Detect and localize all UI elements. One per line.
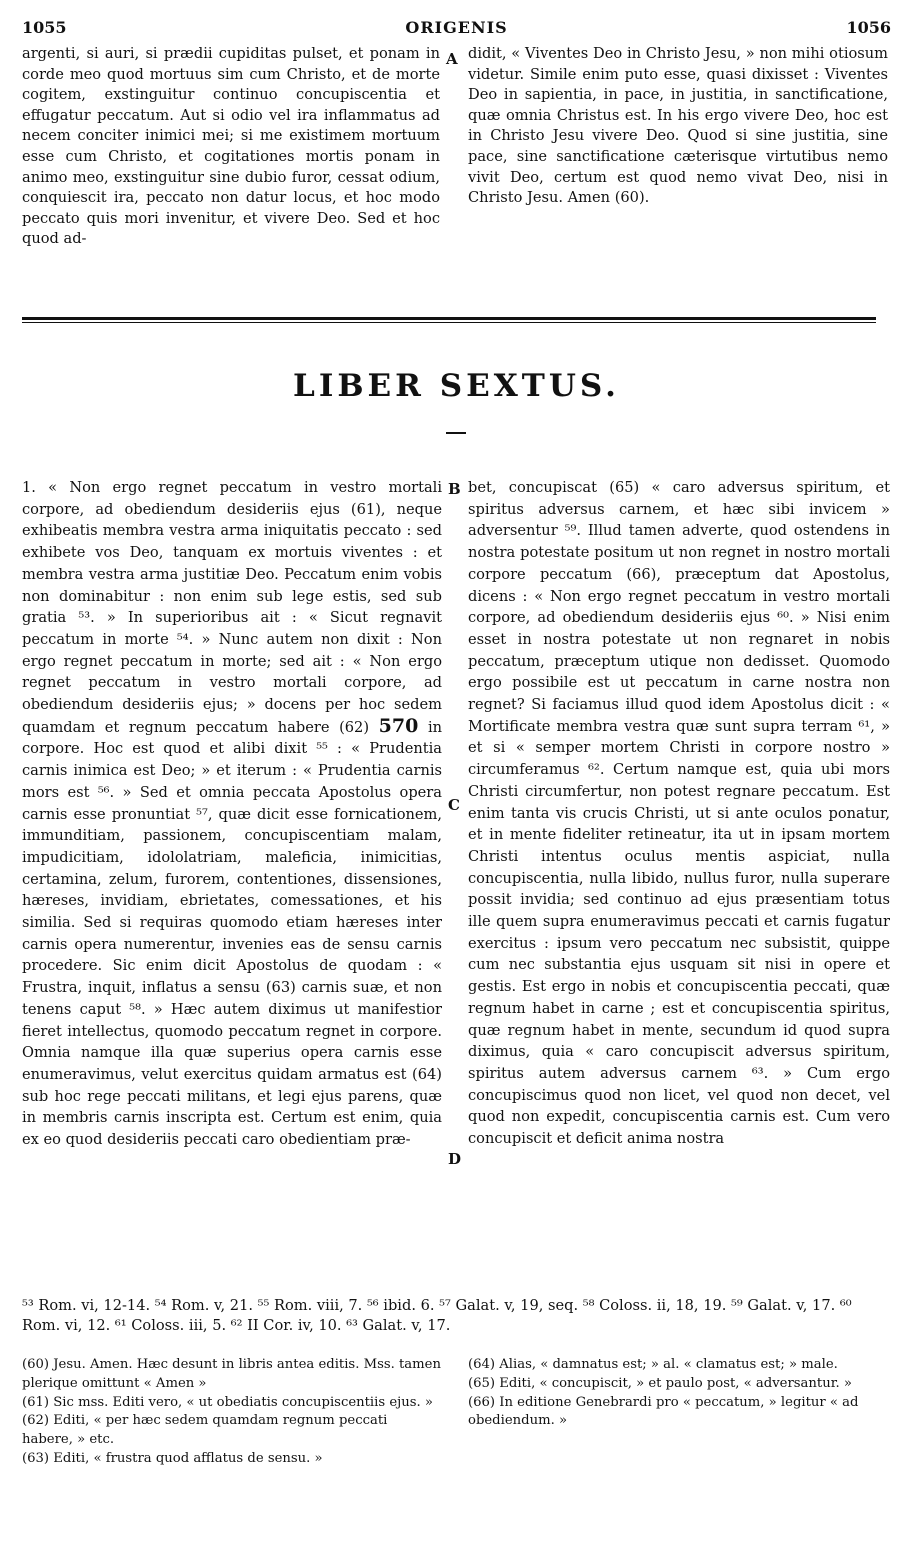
page-marker: 570 bbox=[378, 714, 419, 737]
right-page-number: 1056 bbox=[846, 18, 891, 37]
top-right-column bbox=[468, 44, 888, 209]
section-rule-thin bbox=[22, 322, 876, 323]
margin-marker-d: D bbox=[448, 1150, 462, 1168]
bottom-left-text bbox=[22, 477, 442, 1151]
section-rule bbox=[22, 317, 876, 320]
footnote: (63) Editi, « frustra quod afflatus de sensu. » bbox=[22, 1450, 323, 1466]
bottom-left-text-b: in corpore. Hoc est quod et alibi dixit ⁵⁵ : « Prudentia carnis inimica est Deo; » et iterum : « Prudentia carnis mors est ⁵⁶. » Sed et omnia peccata Apostolus opera carnis esse pronuntiat ⁵⁷, quæ dicit esse fornicationem, immunditiam, passionem, concupiscentiam malam, impudicitiam, idololatriam, maleficia, inimicitias, certamina, zelum, furorem, contentiones, dissensiones, hæreses, invidiam, ebrietates, comessationes, et his similia. Sed si requiras quomodo etiam hæreses inter carnis opera numerentur, invenies eas de sensu carnis procedere. Sic enim dicit Apostolus de quodam : « Frustra, inquit, inflatus a sensu (63) carnis suæ, et non tenens caput ⁵⁸. » Hæc autem diximus ut manifestior fieret intellectus, quomodo peccatum regnet in corpore. Omnia namque illa quæ superius opera carnis esse enumeravimus, velut exercitus quidam armatus est (64) sub hoc rege peccati militans, et legi ejus parens, quæ in membris carnis inscripta est. Certum est enim, quia ex eo quod desideriis peccati caro obedientiam præ- bbox=[22, 718, 443, 1149]
left-page-number: 1055 bbox=[22, 18, 67, 37]
footnote: (60) Jesu. Amen. Hæc desunt in libris antea editis. Mss. tamen plerique omittunt « Amen » bbox=[22, 1357, 441, 1391]
title-dash bbox=[446, 432, 466, 434]
running-header bbox=[22, 18, 891, 40]
book-title: LIBER SEXTUS. bbox=[293, 368, 620, 404]
bottom-right-column bbox=[468, 477, 890, 1150]
margin-marker-c: C bbox=[448, 796, 460, 814]
footnote: (64) Alias, « damnatus est; » al. « clamatus est; » male. bbox=[468, 1357, 838, 1372]
running-title: ORIGENIS bbox=[405, 18, 508, 37]
bottom-left-text-a: 1. « Non ergo regnet peccatum in vestro mortali corpore, ad obediendum desideriis ejus (61), neque exhibeatis membra vestra arma iniquitatis peccato : sed exhibete vos Deo, tanquam ex mortuis viventes : et membra vestra arma justitiæ Deo. Peccatum enim vobis non dominabitur : non enim sub lege estis, sed sub gratia ⁵³. » In superioribus ait : « Sicut regnavit peccatum in morte ⁵⁴. » Nunc autem non dixit : Non ergo regnet peccatum in morte; sed ait : « Non ergo regnet peccatum in vestro mortali corpore, ad obediendum desideriis ejus; » docens per hoc sedem quamdam et regnum peccatum habere (62) bbox=[22, 479, 442, 736]
footnotes-left bbox=[22, 1356, 442, 1469]
top-left-text: argenti, si auri, si prædii cupiditas pulset, et ponam in corde meo quod mortuus sim cum Christo, et de morte cogitem, exstinguitur continuo concupiscentia et effugatur peccatum. Aut si odio vel ira inflammatus ad necem conciter inimici mei; si me existimem mortuum esse cum Christo, et cogitationes mortis ponam in animo meo, exstinguitur sine dubio furor, cessat odium, conquiescit ira, peccato non datur locus, et hoc modo peccato quis mori invenitur, et vivere Deo. Sed et hoc quod ad- bbox=[22, 45, 440, 248]
top-right-text: didit, « Viventes Deo in Christo Jesu, » non mihi otiosum videtur. Simile enim puto esse, quasi dixisset : Viventes Deo in sapientia, in pace, in justitia, in sanctificatione, quæ omnia Christus est. In his ergo vivere Deo, hoc est in Christo Jesu vivere Deo. Quod si sine justitia, sine pace, sine sanctificatione cæterisque virtutibus nemo vivit Deo, certum est quod nemo vivat Deo, nisi in Christo Jesu. Amen (60). bbox=[468, 45, 888, 207]
margin-marker-a: A bbox=[446, 50, 458, 68]
bottom-right-text: bet, concupiscat (65) « caro adversus spiritum, et spiritus adversus carnem, et hæc sibi invicem » adversentur ⁵⁹. Illud tamen adverte, quod ostendens in nostra potestate positum ut non regnet in nostro mortali corpore peccatum (66), præceptum dat Apostolus, dicens : « Non ergo regnet peccatum in vestro mortali corpore, ad obediendum desideriis ejus ⁶⁰. » Nisi enim esset in nostra potestate ut non regnaret in nobis peccatum, præceptum utique non dedisset. Quomodo ergo possibile est ut peccatum in carne nostra non regnet? Si faciamus illud quod idem Apostolus dicit : « Mortificate membra vestra quæ sunt supra terram ⁶¹, » et si « semper mortem Christi in corpore nostro » circumferamus ⁶². Certum namque est, quia ubi mors Christi circumfertur, non potest regnare peccatum. Est enim tanta vis crucis Christi, ut si ante oculos ponatur, et in mente fideliter retineatur, ita ut in ipsam mortem Christi intentus oculus mentis aspiciat, nulla concupiscentia, nulla libido, nullus furor, nulla superare possit invidia; sed continuo ad ejus præsentiam totus ille quem supra enumeravimus peccati et carnis fugatur exercitus : ipsum vero peccatum nec subsistit, quippe cum nec substantia ejus usquam sit nisi in opere et gestis. Est ergo in nobis et concupiscentia peccati, quæ regnum habet in carne ; est et concupiscentia spiritus, quæ regnum habet in mente, secundum id quod supra diximus, quia « caro concupiscit adversus spiritum, spiritus autem adversus carnem ⁶³. » Cum ergo concupiscimus quod non licet, vel quod non decet, vel quod non expedit, concupiscentia carnis est. Cum vero concupiscit et deficit anima nostra bbox=[468, 479, 890, 1148]
margin-marker-b: B bbox=[448, 480, 461, 498]
top-left-column bbox=[22, 44, 440, 250]
footnotes-right bbox=[468, 1356, 890, 1431]
footnote: (65) Editi, « concupiscit, » et paulo post, « adversantur. » bbox=[468, 1375, 853, 1391]
bottom-left-column bbox=[22, 477, 442, 1151]
scripture-references: ⁵³ Rom. vi, 12-14. ⁵⁴ Rom. v, 21. ⁵⁵ Rom. viii, 7. ⁵⁶ ibid. 6. ⁵⁷ Galat. v, 19, seq. ⁵⁸ Coloss. ii, 18, 19. ⁵⁹ Galat. v, 17. ⁶⁰ Rom. vi, 12. ⁶¹ Coloss. iii, 5. ⁶² II Cor. iv, 10. ⁶³ Galat. v, 17. bbox=[22, 1297, 852, 1334]
footnote: (61) Sic mss. Editi vero, « ut obediatis concupiscentiis ejus. » bbox=[22, 1394, 433, 1410]
footnote: (66) In editione Genebrardi pro « peccatum, » legitur « ad obediendum. » bbox=[468, 1394, 859, 1429]
footnote: (62) Editi, « per hæc sedem quamdam regnum peccati habere, » etc. bbox=[22, 1413, 388, 1448]
